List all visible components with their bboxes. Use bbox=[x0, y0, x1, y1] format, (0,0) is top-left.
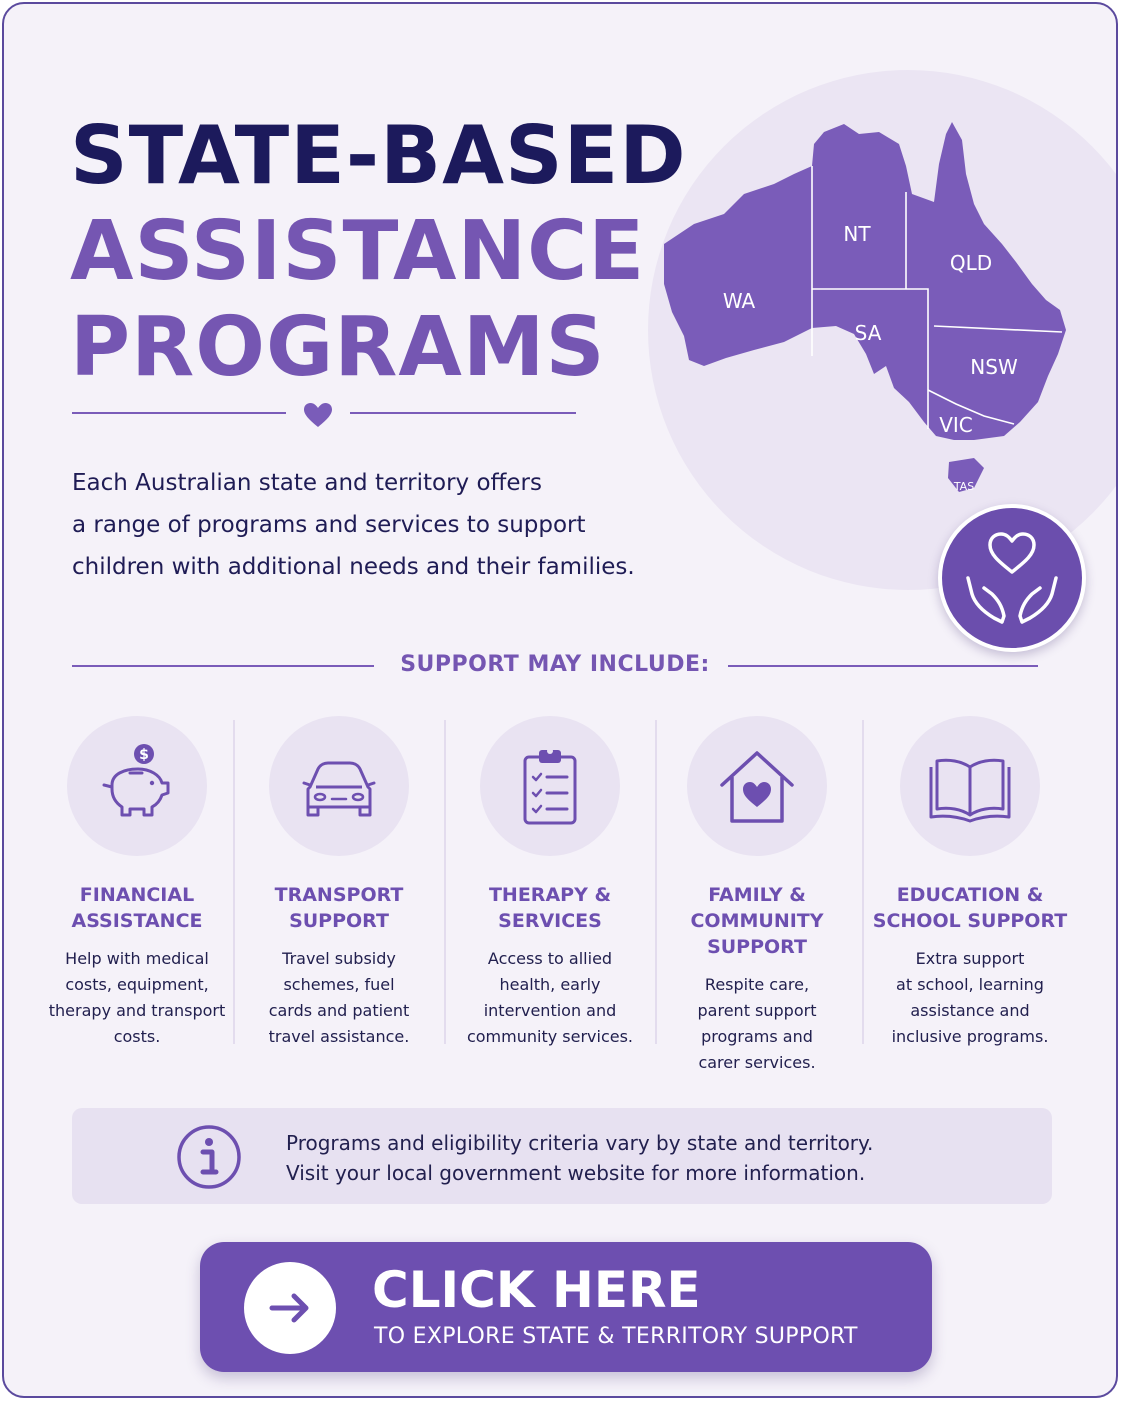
icon-circle bbox=[687, 716, 827, 856]
state-label-nsw: NSW bbox=[970, 355, 1018, 379]
heart-icon bbox=[302, 400, 334, 432]
card-desc-line: costs. bbox=[113, 1027, 161, 1046]
title-line-1: STATE-BASED bbox=[70, 109, 687, 202]
state-label-wa: WA bbox=[722, 289, 756, 313]
card-description bbox=[32, 946, 242, 1050]
support-cards bbox=[32, 714, 1098, 1094]
card-title-line: ASSISTANCE bbox=[71, 910, 203, 932]
card-desc-line: at school, learning bbox=[896, 975, 1044, 994]
support-divider-right bbox=[728, 665, 1038, 667]
card-financial-assistance bbox=[32, 714, 242, 1094]
caring-hands-badge bbox=[938, 504, 1086, 652]
card-title bbox=[445, 882, 655, 934]
support-heading-row bbox=[72, 648, 1038, 688]
state-label-sa: SA bbox=[854, 321, 882, 345]
card-description bbox=[234, 946, 444, 1050]
card-desc-line: therapy and transport bbox=[48, 1001, 226, 1020]
card-desc-line: programs and bbox=[701, 1027, 813, 1046]
arrow-circle bbox=[244, 1262, 336, 1354]
icon-circle bbox=[900, 716, 1040, 856]
house-heart-icon bbox=[712, 741, 802, 831]
clipboard-checklist-icon bbox=[505, 741, 595, 831]
card-desc-line: Respite care, bbox=[704, 975, 810, 994]
card-desc-line: costs, equipment, bbox=[65, 975, 209, 994]
info-notice bbox=[72, 1108, 1052, 1204]
open-book-icon bbox=[925, 741, 1015, 831]
card-therapy-services bbox=[445, 714, 655, 1094]
australia-mainland bbox=[664, 122, 1066, 440]
intro-line: a range of programs and services to support bbox=[72, 512, 586, 538]
icon-circle bbox=[269, 716, 409, 856]
intro-line: children with additional needs and their families. bbox=[72, 554, 635, 580]
card-title-line: EDUCATION & bbox=[896, 884, 1044, 906]
card-description bbox=[652, 972, 862, 1076]
state-label-qld: QLD bbox=[949, 251, 993, 275]
card-desc-line: Extra support bbox=[915, 949, 1025, 968]
title-divider-left bbox=[72, 412, 286, 414]
card-desc-line: health, early bbox=[499, 975, 601, 994]
piggy-bank-icon bbox=[92, 741, 182, 831]
australia-map bbox=[644, 104, 1084, 504]
card-description bbox=[445, 946, 655, 1050]
card-desc-line: inclusive programs. bbox=[891, 1027, 1049, 1046]
card-title bbox=[865, 882, 1075, 934]
card-title-line: THERAPY & bbox=[488, 884, 612, 906]
card-desc-line: Access to allied bbox=[487, 949, 613, 968]
card-desc-line: travel assistance. bbox=[268, 1027, 410, 1046]
state-label-nt: NT bbox=[843, 222, 871, 246]
state-label-tas: TAS bbox=[953, 480, 975, 493]
card-desc-line: assistance and bbox=[910, 1001, 1030, 1020]
card-title bbox=[234, 882, 444, 934]
info-line: Visit your local government website for more information. bbox=[286, 1161, 866, 1185]
card-title-line: SUPPORT bbox=[289, 910, 389, 932]
click-here-button[interactable] bbox=[200, 1242, 932, 1372]
page-title bbox=[70, 108, 687, 396]
card-desc-line: carer services. bbox=[698, 1053, 816, 1072]
intro-line: Each Australian state and territory offers bbox=[72, 470, 542, 496]
card-title-line: FINANCIAL bbox=[79, 884, 195, 906]
title-line-3: PROGRAMS bbox=[70, 300, 606, 395]
card-title-line: SERVICES bbox=[498, 910, 602, 932]
info-icon bbox=[176, 1124, 242, 1190]
title-divider-right bbox=[350, 412, 576, 414]
hands-heart-icon bbox=[942, 508, 1082, 648]
card-desc-line: Help with medical bbox=[65, 949, 209, 968]
card-title-line: SCHOOL SUPPORT bbox=[872, 910, 1068, 932]
cta-subtitle: TO EXPLORE STATE & TERRITORY SUPPORT bbox=[374, 1324, 858, 1349]
info-text bbox=[286, 1128, 1026, 1188]
card-education-school-support bbox=[865, 714, 1075, 1094]
card-title-line: FAMILY & bbox=[708, 884, 806, 906]
title-line-2: ASSISTANCE bbox=[70, 204, 646, 299]
card-desc-line: community services. bbox=[466, 1027, 634, 1046]
card-title-line: COMMUNITY bbox=[690, 910, 824, 932]
state-label-vic: VIC bbox=[939, 413, 973, 437]
icon-circle bbox=[480, 716, 620, 856]
card-separator bbox=[862, 720, 864, 1044]
car-icon bbox=[294, 741, 384, 831]
card-title bbox=[32, 882, 242, 934]
icon-circle bbox=[67, 716, 207, 856]
card-desc-line: intervention and bbox=[483, 1001, 617, 1020]
card-title bbox=[652, 882, 862, 960]
cta-title: CLICK HERE bbox=[372, 1261, 701, 1319]
card-desc-line: Travel subsidy bbox=[282, 949, 396, 968]
card-desc-line: cards and patient bbox=[268, 1001, 410, 1020]
info-line: Programs and eligibility criteria vary by state and territory. bbox=[286, 1131, 874, 1155]
card-desc-line: parent support bbox=[697, 1001, 817, 1020]
card-description bbox=[865, 946, 1075, 1050]
card-title-line: TRANSPORT bbox=[274, 884, 404, 906]
card-title-line: SUPPORT bbox=[707, 936, 807, 958]
arrow-right-icon bbox=[266, 1284, 314, 1332]
infographic-page bbox=[2, 2, 1118, 1398]
svg-text:$: $ bbox=[139, 747, 149, 763]
card-desc-line: schemes, fuel bbox=[283, 975, 395, 994]
card-family-community-support bbox=[652, 714, 862, 1094]
card-transport-support bbox=[234, 714, 444, 1094]
intro-text bbox=[72, 462, 672, 588]
support-heading: SUPPORT MAY INCLUDE: bbox=[400, 652, 710, 677]
